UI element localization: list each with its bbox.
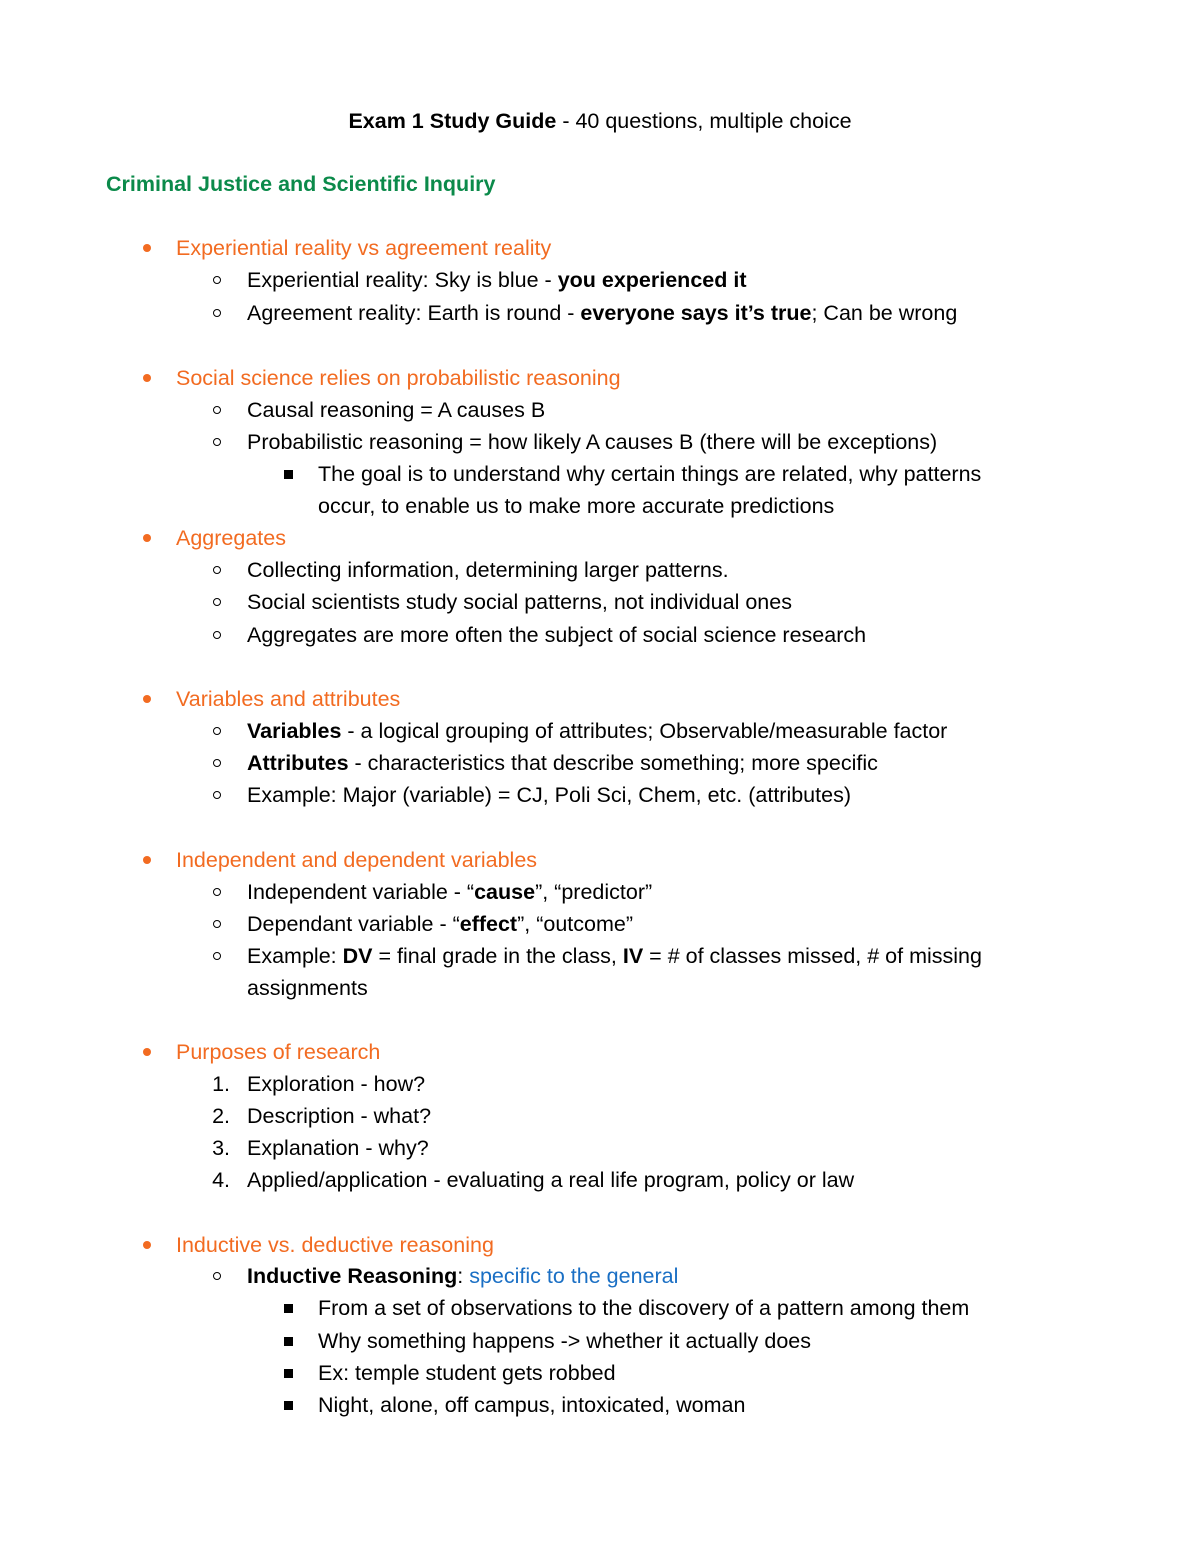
list-item: Aggregates are more often the subject of social science research (247, 623, 867, 647)
numbered-item: Applied/application - evaluating a real life program, policy or law (247, 1168, 855, 1192)
bullet-dot-icon (143, 374, 151, 382)
item-bold: Variables (247, 719, 342, 743)
item-text: : (457, 1264, 470, 1288)
list-number: 1. (212, 1072, 230, 1096)
ring-bullet-icon (213, 406, 221, 414)
ring-bullet-icon (213, 1272, 221, 1280)
document-title (0, 105, 1200, 137)
item-text: Agreement reality: Earth is round - (247, 301, 581, 325)
item-bold: cause (474, 880, 536, 904)
list-item (247, 297, 957, 329)
item-bold: Inductive Reasoning (247, 1264, 458, 1288)
bullet-dot-icon (143, 534, 151, 542)
list-item (247, 908, 633, 940)
list-item: Probabilistic reasoning = how likely A causes B (there will be exceptions) (247, 430, 938, 454)
item-text: Independent variable - “ (247, 880, 475, 904)
list-item-continued: assignments (247, 976, 368, 1000)
topic-social-science: Social science relies on probabilistic reasoning (176, 366, 621, 390)
list-item (247, 876, 652, 908)
bullet-dot-icon (143, 695, 151, 703)
item-text: Example: (247, 944, 343, 968)
item-bold: effect (459, 912, 518, 936)
topic-aggregates: Aggregates (176, 526, 286, 550)
numbered-item: Description - what? (247, 1104, 432, 1128)
list-item (247, 715, 947, 747)
item-text: ; Can be wrong (811, 301, 958, 325)
list-number: 2. (212, 1104, 230, 1128)
item-text: - a logical grouping of attributes; Observable/measurable factor (341, 719, 948, 743)
item-text: ”, “predictor” (535, 880, 653, 904)
ring-bullet-icon (213, 438, 221, 446)
item-text: Dependant variable - “ (247, 912, 460, 936)
square-bullet-icon (284, 1401, 293, 1410)
item-bold: Attributes (247, 751, 349, 775)
item-bold: IV (622, 944, 644, 968)
list-item: Causal reasoning = A causes B (247, 398, 546, 422)
ring-bullet-icon (213, 631, 221, 639)
bullet-dot-icon (143, 244, 151, 252)
sub-item: Night, alone, off campus, intoxicated, woman (318, 1393, 746, 1417)
item-bold: everyone says it’s true (580, 301, 812, 325)
square-bullet-icon (284, 1337, 293, 1346)
list-item (247, 264, 746, 296)
item-text: - characteristics that describe something; more specific (348, 751, 878, 775)
sub-item: The goal is to understand why certain things are related, why patterns (318, 462, 982, 486)
square-bullet-icon (284, 1369, 293, 1378)
item-text: = final grade in the class, (372, 944, 623, 968)
item-highlight: specific to the general (469, 1264, 679, 1288)
ring-bullet-icon (213, 759, 221, 767)
ring-bullet-icon (213, 727, 221, 735)
topic-inductive-deductive: Inductive vs. deductive reasoning (176, 1233, 494, 1257)
topic-purposes: Purposes of research (176, 1040, 381, 1064)
ring-bullet-icon (213, 952, 221, 960)
bullet-dot-icon (143, 856, 151, 864)
ring-bullet-icon (213, 920, 221, 928)
ring-bullet-icon (213, 276, 221, 284)
item-bold: you experienced it (557, 268, 747, 292)
item-text: Experiential reality: Sky is blue - (247, 268, 558, 292)
sub-item: From a set of observations to the discovery of a pattern among them (318, 1296, 970, 1320)
list-item (247, 1260, 678, 1292)
ring-bullet-icon (213, 888, 221, 896)
item-bold: DV (342, 944, 373, 968)
topic-variables-attributes: Variables and attributes (176, 687, 401, 711)
sub-item-continued: occur, to enable us to make more accurate predictions (318, 494, 835, 518)
sub-item: Ex: temple student gets robbed (318, 1361, 616, 1385)
ring-bullet-icon (213, 309, 221, 317)
ring-bullet-icon (213, 598, 221, 606)
list-item: Example: Major (variable) = CJ, Poli Sci, Chem, etc. (attributes) (247, 783, 851, 807)
ring-bullet-icon (213, 566, 221, 574)
square-bullet-icon (284, 470, 293, 479)
list-item (247, 747, 878, 779)
title-bold: Exam 1 Study Guide (348, 109, 557, 133)
section-heading: Criminal Justice and Scientific Inquiry (106, 172, 496, 196)
topic-experiential: Experiential reality vs agreement reality (176, 236, 552, 260)
bullet-dot-icon (143, 1241, 151, 1249)
item-text: ”, “outcome” (517, 912, 633, 936)
topic-independent-dependent: Independent and dependent variables (176, 848, 538, 872)
numbered-item: Explanation - why? (247, 1136, 429, 1160)
square-bullet-icon (284, 1304, 293, 1313)
list-item (247, 940, 982, 972)
title-rest: - 40 questions, multiple choice (556, 109, 852, 133)
sub-item: Why something happens -> whether it actually does (318, 1329, 811, 1353)
ring-bullet-icon (213, 791, 221, 799)
bullet-dot-icon (143, 1048, 151, 1056)
item-text: = # of classes missed, # of missing (643, 944, 982, 968)
list-item: Collecting information, determining larger patterns. (247, 558, 729, 582)
list-number: 4. (212, 1168, 230, 1192)
numbered-item: Exploration - how? (247, 1072, 426, 1096)
list-number: 3. (212, 1136, 230, 1160)
list-item: Social scientists study social patterns, not individual ones (247, 590, 792, 614)
